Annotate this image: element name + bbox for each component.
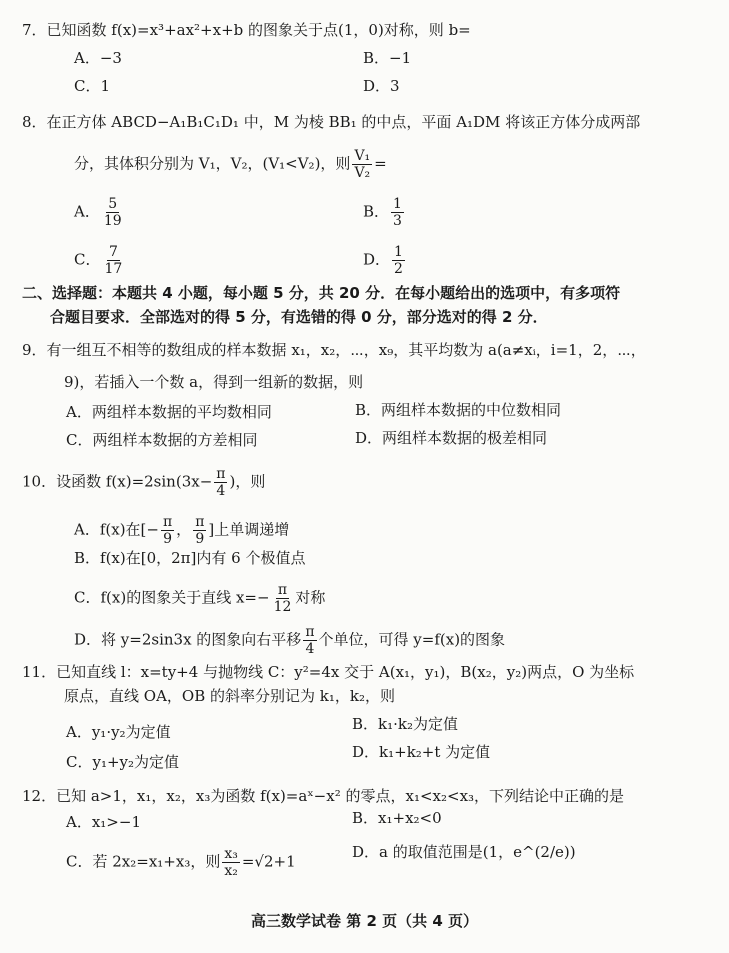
q11-option-c: C．y₁+y₂为定值: [66, 753, 180, 771]
q8-option-c-fraction: [102, 244, 124, 277]
q7-option-c: C．1: [74, 77, 111, 95]
q11-option-d: D．k₁+k₂+t 为定值: [352, 743, 491, 761]
fraction-numerator: 7: [108, 244, 118, 260]
fraction-denominator: 9: [163, 531, 173, 547]
q12-option-c-tail: =√2+1: [241, 852, 296, 871]
q8-stem-line2: [74, 148, 387, 181]
fraction-denominator: 9: [195, 531, 205, 547]
fraction-numerator: π: [216, 466, 226, 482]
q9-stem-line2: 9)，若插入一个数 a，得到一组新的数据，则: [64, 373, 364, 391]
q10-option-a-fraction-1: [161, 514, 174, 547]
q10-option-c-tail: 对称: [295, 588, 326, 607]
q12-option-a: A．x₁>−1: [66, 813, 141, 831]
fraction-numerator: π: [277, 582, 288, 598]
q8-option-d-fraction: [392, 244, 405, 277]
fraction-numerator: π: [162, 514, 173, 530]
q10-option-c-fraction: [272, 582, 294, 615]
fraction-denominator: 19: [103, 213, 122, 229]
q12-option-c-text: C．若 2x₂=x₁+x₃，则: [66, 852, 221, 871]
q8-option-a: [74, 196, 126, 229]
q10-option-a-comma: ，: [176, 520, 192, 539]
fraction-denominator: 3: [393, 213, 402, 229]
q9-option-a: A．两组样本数据的平均数相同: [66, 403, 272, 421]
q10-option-c: [74, 582, 325, 615]
q7-option-d: D．3: [363, 77, 400, 95]
option-label: B．: [363, 202, 390, 221]
q12-option-b: B．x₁+x₂<0: [352, 809, 442, 827]
q12-stem: 12．已知 a>1，x₁，x₂，x₃为函数 f(x)=aˣ−x² 的零点，x₁<x₂<x₃，下列结论中正确的是: [22, 787, 625, 805]
fraction-denominator: 12: [273, 599, 292, 615]
q10-option-a-text: A．f(x)在[−: [74, 520, 159, 539]
q9-option-b: B．两组样本数据的中位数相同: [355, 401, 562, 419]
q8-option-a-fraction: [102, 196, 124, 229]
q12-option-c-fraction: [222, 846, 240, 879]
q9-stem-line1: 9．有一组互不相等的数组成的样本数据 x₁，x₂，⋯，x₉，其平均数为 a(a≠xᵢ，i=1，2，⋯，: [22, 341, 646, 359]
fraction-denominator: 2: [394, 261, 403, 277]
q10-stem-fraction: [214, 466, 227, 499]
fraction-numerator: 1: [393, 196, 402, 212]
q7-option-b: B．−1: [363, 49, 412, 67]
q9-option-d: D．两组样本数据的极差相同: [355, 429, 548, 447]
fraction-numerator: π: [195, 514, 205, 530]
q8-stem-line2-text: 分，其体积分别为 V₁，V₂，(V₁<V₂)，则: [74, 154, 351, 173]
option-label: A．: [74, 202, 100, 221]
option-label: D．: [363, 250, 391, 269]
q8-stem-line1: 8．在正方体 ABCD−A₁B₁C₁D₁ 中，M 为棱 BB₁ 的中点，平面 A₁DM 将该正方体分成两部: [22, 113, 641, 131]
fraction-denominator: 17: [104, 261, 123, 277]
q10-stem-text: 10．设函数 f(x)=2sin(3x−: [22, 472, 213, 491]
section2-heading-line1: 二、选择题：本题共 4 小题，每小题 5 分，共 20 分．在每小题给出的选项中，有多项符: [22, 284, 621, 302]
q10-option-d: [74, 624, 505, 657]
section2-heading-line2: 合题目要求．全部选对的得 5 分，有选错的得 0 分，部分选对的得 2 分．: [50, 308, 548, 326]
q10-option-c-text: C．f(x)的图象关于直线 x=−: [74, 588, 270, 607]
fraction-numerator: 5: [108, 196, 118, 212]
fraction-denominator: 4: [216, 483, 226, 499]
q10-option-d-fraction: [303, 624, 316, 657]
q8-option-b-fraction: [391, 196, 404, 229]
q10-option-b: B．f(x)在[0，2π]内有 6 个极值点: [74, 549, 306, 567]
fraction-denominator: x₂: [224, 863, 238, 879]
q10-option-a: [74, 514, 289, 547]
fraction-numerator: V₁: [354, 148, 371, 164]
q8-option-d: [363, 244, 407, 277]
q10-stem: [22, 466, 265, 499]
q8-ratio-fraction: [352, 148, 372, 181]
fraction-numerator: 1: [394, 244, 403, 260]
page-footer: 高三数学试卷 第 2 页（共 4 页）: [251, 912, 478, 930]
q7-option-a: A．−3: [74, 49, 122, 67]
q12-option-d: D．a 的取值范围是(1，e^(2/e)): [352, 843, 576, 861]
option-label: C．: [74, 250, 101, 269]
q11-stem-line2: 原点，直线 OA，OB 的斜率分别记为 k₁，k₂，则: [64, 687, 395, 705]
q12-option-c: [66, 846, 296, 879]
q11-option-b: B．k₁·k₂为定值: [352, 715, 458, 733]
fraction-denominator: V₂: [354, 165, 371, 181]
q8-equals: =: [374, 154, 387, 173]
q10-stem-tail: )，则: [229, 472, 266, 491]
fraction-numerator: π: [305, 624, 315, 640]
q9-option-c: C．两组样本数据的方差相同: [66, 431, 258, 449]
q8-option-c: [74, 244, 126, 277]
q11-stem-line1: 11．已知直线 l：x=ty+4 与抛物线 C：y²=4x 交于 A(x₁，y₁)，B(x₂，y₂)两点，O 为坐标: [22, 663, 635, 681]
q10-option-a-tail: ]上单调递增: [208, 520, 290, 539]
q10-option-a-fraction-2: [193, 514, 206, 547]
q10-option-d-tail: 个单位，可得 y=f(x)的图象: [318, 630, 506, 649]
q11-option-a: A．y₁·y₂为定值: [66, 723, 171, 741]
fraction-denominator: 4: [305, 641, 315, 657]
q8-option-b: [363, 196, 406, 229]
q10-option-d-text: D．将 y=2sin3x 的图象向右平移: [74, 630, 302, 649]
fraction-numerator: x₃: [224, 846, 238, 862]
q7-stem: 7．已知函数 f(x)=x³+ax²+x+b 的图象关于点(1，0)对称，则 b=: [22, 21, 471, 39]
